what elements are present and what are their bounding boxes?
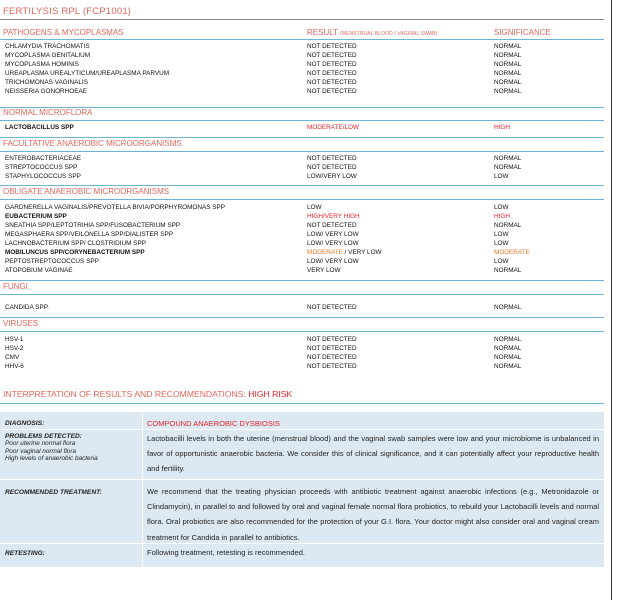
table-row [0,257,604,266]
problems-text: Lactobacilli levels in both the uterine (menstrual blood) and the vaginal swab samples were low and your microbiome is unbalanced in favor of opportunistic anaerobic bacteria. We consider this of clinical significance, and it can potentially affect your reproductive health and fertility. [147,434,599,474]
significance-value: LOW [494,231,509,238]
organism-name: UREAPLASMA UREALYTICUM/UREAPLASMA PARVUM [5,70,170,77]
report-title: FERTILYSIS RPL (FCP1001) [3,6,132,17]
significance-value: LOW [494,204,509,211]
significance-value: LOW [494,173,509,180]
result-value: NOT DETECTED [307,222,357,229]
section-divider [0,120,604,121]
organism-name: LACHNOBACTERIUM SPP/ CLOSTRIDIUM SPP [5,240,146,247]
retesting-label: RETESTING: [5,550,45,557]
significance-value: NORMAL [494,354,522,361]
result-value: MODERATE/LOW [307,124,360,131]
organism-name: SNEATHIA SPP/LEPTOTRIHIA SPP/FUSOBACTERIUM SPP [5,222,181,229]
significance-value: NORMAL [494,164,522,171]
organism-name: CHLAMYDIA TRACHOMATIS [5,43,90,50]
header-result-sub: (MENSTRUAL BLOOD / VAGINAL SWAB) [340,31,438,37]
header-significance: SIGNIFICANCE [494,28,551,37]
section-divider [0,151,604,152]
result-value: NOT DETECTED [307,304,357,311]
organism-name: PEPTOSTREPTOCOCCUS SPP [5,258,99,265]
section-title-obligate: OBLIGATE ANAEROBIC MICROORGANISMS [3,187,170,196]
header-divider [0,39,604,40]
section-divider [0,185,604,186]
diagnosis-value: COMPOUND ANAEROBIC DYSBIOSIS [147,419,280,428]
header-pathogens: PATHOGENS & MYCOPLASMAS [3,28,124,37]
table-row [0,203,604,212]
risk-level: HIGH RISK [248,389,293,399]
organism-name: EUBACTERIUM SPP [5,213,67,220]
significance-value: NORMAL [494,345,522,352]
section-title-fungi: FUNGI [3,282,28,291]
section-title-viruses: VIRUSES [3,319,39,328]
result-value: HIGH/VERY HIGH [307,213,360,220]
organism-name: HSV-1 [5,336,24,343]
table-row [0,69,604,78]
result-value: LOW/ VERY LOW [307,231,359,238]
significance-value: NORMAL [494,52,522,59]
significance-value: NORMAL [494,363,522,370]
row-divider [0,479,604,480]
organism-name: CMV [5,354,20,361]
organism-name: TRICHOMONAS VAGINALIS [5,79,88,86]
row-divider [0,543,604,544]
section-title-facultative: FACULTATIVE ANAEROBIC MICROORGANISMS [3,139,182,148]
table-row [0,344,604,353]
significance-value: NORMAL [494,43,522,50]
organism-name: CANDIDA SPP. [5,304,49,311]
organism-name: HSV-2 [5,345,24,352]
table-row [0,212,604,221]
result-value: NOT DETECTED [307,336,357,343]
organism-name: MYCOPLASMA HOMINIS [5,61,79,68]
result-value: NOT DETECTED [307,88,357,95]
organism-name: STREPTOCOCCUS SPP [5,164,78,171]
table-row [0,335,604,344]
significance-value: NORMAL [494,155,522,162]
section-divider [0,317,604,318]
organism-name: GARDNERELLA VAGINALIS/PREVOTELLA BIVIA/PORPHYROMONAS SPP [5,204,226,211]
organism-name: ENTEROBACTERIACEAE [5,155,81,162]
title-divider [0,19,604,20]
result-value: NOT DETECTED [307,43,357,50]
organism-name: LACTOBACILLUS SPP [5,124,74,131]
interpretation-heading [3,389,292,399]
result-value: NOT DETECTED [307,52,357,59]
table-row [0,60,604,69]
table-row [0,42,604,51]
result-value: LOW [307,204,322,211]
table-row [0,239,604,248]
significance-value: NORMAL [494,79,522,86]
table-row [0,266,604,275]
header-result-label: RESULT [307,28,338,37]
table-row [0,163,604,172]
result-value: NOT DETECTED [307,363,357,370]
organism-name: ATOPOBIUM VAGINAE [5,267,73,274]
significance-value: NORMAL [494,304,522,311]
result-value: NOT DETECTED [307,79,357,86]
significance-value: MODERATE [494,249,530,256]
table-row [0,78,604,87]
result-value: VERY LOW [307,267,341,274]
header-result [307,28,437,37]
table-row [0,248,604,257]
problem-item: Poor uterine normal flora [5,440,76,447]
result-value-uterine: / VERY LOW [342,249,382,256]
table-header [0,26,604,40]
organism-name: NEISSERIA GONORHOEAE [5,88,88,95]
significance-value: LOW [494,240,509,247]
table-row [0,353,604,362]
significance-value: NORMAL [494,70,522,77]
organism-name: MOBILUNCUS SPP/CORYNEBACTERIUM SPP [5,249,145,256]
result-value: LOW/ VERY LOW [307,240,359,247]
result-value: NOT DETECTED [307,345,357,352]
row-divider [0,429,604,430]
treatment-label: RECOMMENDED TREATMENT: [5,489,102,496]
retesting-text: Following treatment, retesting is recommended. [147,548,305,557]
result-value: LOW/VERY LOW [307,173,357,180]
section-divider [0,280,604,281]
treatment-text: We recommend that the treating physician proceeds with antibiotic treatment against anaerobic infections (e.g., Metronidazole or Clindamycin), in parallel to and followed by oral and vaginal female normal flora probiotics, to rebuild your Lactobacilli levels and normal flora. Oral probiotics are also recommended for the protection of your G.I. flora. Your doctor might also consider oral and vaginal cream treatment for Candida in parallel to antibiotics. [147,487,599,542]
table-row [0,51,604,60]
organism-name: MYCOPLASMA GENITALIUM [5,52,91,59]
significance-value: NORMAL [494,88,522,95]
section-divider [0,331,604,332]
page-right-border [611,0,612,600]
section-divider [0,294,604,295]
table-row [0,87,604,96]
section-divider [0,137,604,138]
problems-label-text: PROBLEMS DETECTED: [5,433,82,440]
problem-item: Poor vaginal normal flora [5,447,77,455]
result-value: NOT DETECTED [307,70,357,77]
organism-name: MEGASPHAERA SPP/VEILONELLA SPP/DIALISTER SPP [5,231,173,238]
significance-value: HIGH [494,213,510,220]
section-divider [0,199,604,200]
significance-value: NORMAL [494,222,522,229]
table-row [0,303,604,312]
problems-label [5,433,98,463]
table-row [0,123,604,132]
interpretation-heading-text: INTERPRETATION OF RESULTS AND RECOMMENDATIONS: [3,389,249,399]
significance-value: HIGH [494,124,510,131]
diagnosis-label: DIAGNOSIS: [5,420,45,427]
significance-value: NORMAL [494,267,522,274]
recommendations-box [0,412,604,567]
section-title-normal-microflora: NORMAL MICROFLORA [3,108,93,117]
organism-name: HHV-6 [5,363,24,370]
result-value: NOT DETECTED [307,61,357,68]
result-value: NOT DETECTED [307,164,357,171]
significance-value: NORMAL [494,336,522,343]
significance-value: NORMAL [494,61,522,68]
result-value: NOT DETECTED [307,354,357,361]
table-row [0,172,604,181]
table-row [0,362,604,371]
interpretation-divider [0,403,604,404]
result-value-moderate: MODERATE [307,249,343,256]
table-row [0,154,604,163]
result-value: NOT DETECTED [307,155,357,162]
problem-item: High levels of anaerobic bacteria [5,455,98,462]
table-row [0,230,604,239]
result-value [307,248,382,257]
result-value: LOW/ VERY LOW [307,258,359,265]
table-row [0,221,604,230]
significance-value: LOW [494,258,509,265]
organism-name: STAPHYLOCOCCUS SPP [5,173,81,180]
